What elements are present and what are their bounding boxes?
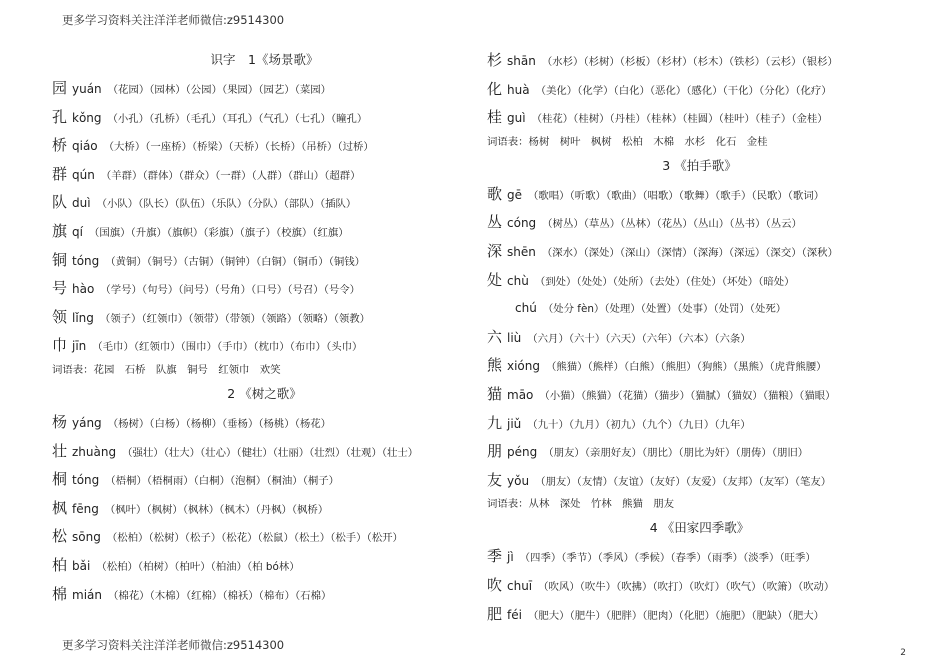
word-list: （松柏）（松树）（松子）（松花）（松鼠）（松土）（松手）（松开） <box>106 532 403 545</box>
pinyin: tóng <box>72 253 100 268</box>
word-list: （处分 fèn）（处理）（处置）（处事）（处罚）（处死） <box>542 303 787 316</box>
char-row <box>52 331 477 360</box>
word-list: （领子）（红领巾）（领带）（带领）（领路）（领略）（领教） <box>99 312 371 325</box>
hanzi: 杨 <box>52 412 68 431</box>
pinyin: shān <box>507 54 536 68</box>
right-column <box>487 46 912 628</box>
hanzi: 桐 <box>52 470 68 489</box>
char-row <box>52 580 477 609</box>
pinyin: guì <box>507 111 526 126</box>
char-list <box>487 46 912 132</box>
word-list: （六月）（六十）（六天）（六年）（六本）（六条） <box>527 332 751 345</box>
char-row <box>487 323 912 352</box>
hanzi: 吹 <box>487 575 503 594</box>
hanzi: 壮 <box>52 441 68 460</box>
word-list: （九十）（九月）（初九）（九个）（九日）（九年） <box>527 418 751 431</box>
word-list: （黄铜）（铜号）（古铜）（铜钟）（白铜）（铜币）（铜钱） <box>105 255 366 268</box>
pinyin: péng <box>507 445 538 460</box>
word-list: （棉花）（木棉）（红棉）（棉袄）（棉布）（石棉） <box>107 589 332 602</box>
pinyin: hào <box>72 282 95 297</box>
word-list: （吹风）（吹牛）（吹拂）（吹打）（吹灯）（吹气）（吹箫）（吹动） <box>538 580 835 593</box>
vocab-list: 词语表：从林 深处 竹林 熊猫 朋友 <box>487 498 675 511</box>
hanzi: 枫 <box>52 498 68 517</box>
word-list: （花园）（园林）（公园）（果园）（园艺）（菜园） <box>107 84 332 96</box>
pinyin: tóng <box>72 473 100 488</box>
word-list: （到处）（处处）（处所）（去处）（住处）（坏处）（暗处） <box>534 275 795 288</box>
word-list: （深水）（深处）（深山）（深情）（深海）（深远）（深交）（深秋） <box>541 246 838 259</box>
char-list <box>487 323 912 495</box>
char-row <box>487 294 912 323</box>
char-row <box>52 160 477 189</box>
char-row <box>52 246 477 275</box>
word-list: （肥大）（肥牛）（肥胖）（肥肉）（化肥）（施肥）（肥缺）（肥大） <box>527 609 825 622</box>
pinyin: māo <box>507 387 534 402</box>
hanzi: 旗 <box>52 221 68 240</box>
hanzi: 九 <box>487 413 503 432</box>
pinyin: jì <box>507 550 514 565</box>
hanzi: 队 <box>52 193 68 212</box>
word-list: （学号）（句号）（问号）（号角）（口号）（号召）（号令） <box>100 284 361 297</box>
char-row <box>487 46 912 75</box>
word-list: （桂花）（桂树）（丹桂）（桂林）（桂圆）（桂叶）（桂子）（金桂） <box>531 113 828 126</box>
word-list: （杨树）（白杨）（杨柳）（垂杨）（杨桃）（杨花） <box>107 417 332 430</box>
word-list: （国旗）（升旗）（旗帜）（彩旗）（旗子）（校旗）（红旗） <box>88 226 349 239</box>
char-row <box>52 103 477 132</box>
pinyin: sōng <box>72 530 101 545</box>
char-row <box>487 75 912 104</box>
pinyin: fēng <box>72 501 99 516</box>
word-list: （松柏）（柏树）（柏叶）（柏油）（柏 bó林） <box>96 560 300 573</box>
pinyin: duì <box>72 196 91 211</box>
word-list: （大桥）（一座桥）（桥梁）（天桥）（长桥）（吊桥）（过桥） <box>103 141 374 154</box>
char-row <box>487 103 912 132</box>
char-row <box>52 188 477 217</box>
pinyin: kǒng <box>72 110 102 125</box>
hanzi: 肥 <box>487 604 503 623</box>
pinyin: huà <box>507 82 530 97</box>
pinyin: yáng <box>72 415 102 430</box>
hanzi: 柏 <box>52 555 68 574</box>
hanzi: 熊 <box>487 356 503 375</box>
pinyin: qún <box>72 167 95 182</box>
char-row <box>52 74 477 103</box>
word-list: （梧桐）（梧桐雨）（白桐）（泡桐）（桐油）（桐子） <box>105 475 340 488</box>
word-list: （四季）（季节）（季风）（季候）（春季）（雨季）（淡季）（旺季） <box>519 552 816 565</box>
page-footer: 更多学习资料关注洋洋老师微信:z9514300 <box>62 638 285 652</box>
pinyin: jīn <box>72 339 87 354</box>
hanzi: 巾 <box>52 336 68 355</box>
hanzi: 歌 <box>487 184 503 203</box>
char-row <box>487 180 912 209</box>
char-list <box>52 408 477 608</box>
char-row <box>487 409 912 438</box>
char-row <box>52 551 477 580</box>
pinyin: lǐng <box>72 310 94 325</box>
hanzi: 群 <box>52 164 68 183</box>
char-row <box>487 208 912 237</box>
char-row <box>52 303 477 332</box>
lesson-title: 2 《树之歌》 <box>227 385 302 401</box>
pinyin: féi <box>507 607 522 622</box>
pinyin: jiǔ <box>507 416 522 431</box>
pinyin: xióng <box>507 359 540 374</box>
word-list: （歌唱）（听歌）（歌曲）（唱歌）（歌舞）（歌手）（民歌）（歌词） <box>528 189 825 202</box>
pinyin: liù <box>507 330 522 345</box>
char-row <box>52 217 477 246</box>
word-list: （朋友）（亲朋好友）（朋比）（朋比为奸）（朋俦）（朋旧） <box>543 447 809 460</box>
hanzi: 园 <box>52 79 68 97</box>
pinyin: mián <box>72 587 102 602</box>
hanzi: 桂 <box>487 108 503 127</box>
char-row <box>487 466 912 495</box>
hanzi: 丛 <box>487 213 503 232</box>
hanzi: 桥 <box>52 136 68 155</box>
hanzi: 棉 <box>52 584 68 603</box>
word-list: （水杉）（杉树）（杉板）（杉材）（杉木）（铁杉）（云杉）（银杉） <box>541 56 838 68</box>
lesson-title: 识字 1《场景歌》 <box>210 52 319 67</box>
hanzi: 领 <box>52 307 68 326</box>
left-column <box>52 46 477 608</box>
hanzi: 季 <box>487 547 503 566</box>
word-list: （熊猫）（熊样）（白熊）（熊胆）（狗熊）（黑熊）（虎背熊腰） <box>546 361 827 374</box>
pinyin: chú <box>515 301 537 316</box>
word-list: （羊群）（群体）（群众）（一群）（人群）（群山）（超群） <box>100 169 361 182</box>
hanzi: 猫 <box>487 384 503 403</box>
hanzi: 处 <box>487 270 503 289</box>
hanzi: 铜 <box>52 250 68 269</box>
char-row <box>487 571 912 600</box>
page-header: 更多学习资料关注洋洋老师微信:z9514300 <box>62 13 285 27</box>
char-list <box>487 180 912 294</box>
pinyin: yǒu <box>507 473 530 488</box>
pinyin: cóng <box>507 216 537 231</box>
pinyin: shēn <box>507 244 536 259</box>
hanzi: 化 <box>487 79 503 98</box>
hanzi: 松 <box>52 527 68 546</box>
vocab-list: 词语表：杨树 树叶 枫树 松柏 木棉 水杉 化石 金桂 <box>487 135 768 148</box>
char-list <box>52 74 477 360</box>
lesson-title: 3 《拍手歌》 <box>662 157 737 173</box>
word-list: （美化）（化学）（白化）（恶化）（感化）（干化）（分化）（化疗） <box>535 84 832 97</box>
char-list <box>487 542 912 628</box>
char-row <box>487 380 912 409</box>
char-row <box>52 131 477 160</box>
word-list: （小孔）（孔桥）（毛孔）（耳孔）（气孔）（七孔）（瞳孔） <box>107 112 368 125</box>
pinyin: qiáo <box>72 139 98 154</box>
char-row <box>487 237 912 266</box>
pinyin: gē <box>507 187 522 202</box>
char-row <box>487 600 912 629</box>
char-row <box>487 542 912 571</box>
hanzi: 六 <box>487 327 503 346</box>
pinyin: chuī <box>507 578 533 593</box>
hanzi: 深 <box>487 241 503 260</box>
char-row <box>52 522 477 551</box>
char-row <box>52 274 477 303</box>
word-list: （朋友）（友情）（友谊）（友好）（友爱）（友邦）（友军）（笔友） <box>535 475 832 488</box>
word-list: （小队）（队长）（队伍）（乐队）（分队）（部队）（插队） <box>96 198 357 211</box>
pinyin: chù <box>507 273 529 288</box>
pinyin: yuán <box>72 82 102 96</box>
word-list: （枫叶）（枫树）（枫林）（枫木）（丹枫）（枫桥） <box>104 503 329 516</box>
hanzi: 号 <box>52 279 68 298</box>
page-number: 2 <box>900 648 906 658</box>
char-row <box>487 437 912 466</box>
lesson-title: 4 《田家四季歌》 <box>649 520 750 536</box>
pinyin: bǎi <box>72 558 91 573</box>
hanzi: 友 <box>487 470 503 489</box>
hanzi: 朋 <box>487 442 503 461</box>
word-list: （树丛）（草丛）（丛林）（花丛）（丛山）（丛书）（丛云） <box>542 218 802 231</box>
char-row <box>487 266 912 295</box>
vocab-list: 词语表：花园 石桥 队旗 铜号 红领巾 欢笑 <box>52 363 281 376</box>
pinyin: zhuàng <box>72 444 117 459</box>
char-row <box>487 351 912 380</box>
hanzi: 孔 <box>52 107 68 126</box>
word-list: （强壮）（壮大）（壮心）（健壮）（壮丽）（壮烈）（壮观）（壮士） <box>122 446 419 459</box>
hanzi: 杉 <box>487 51 503 69</box>
char-row <box>52 465 477 494</box>
char-row <box>52 408 477 437</box>
char-row <box>52 494 477 523</box>
word-list: （毛巾）（红领巾）（围巾）（手巾）（枕巾）（布巾）（头巾） <box>92 341 363 354</box>
word-list: （小猫）（熊猫）（花猫）（猫步）（猫腻）（猫奴）（猫粮）（猫眼） <box>539 389 836 402</box>
pinyin: qí <box>72 224 83 239</box>
char-row <box>52 437 477 466</box>
